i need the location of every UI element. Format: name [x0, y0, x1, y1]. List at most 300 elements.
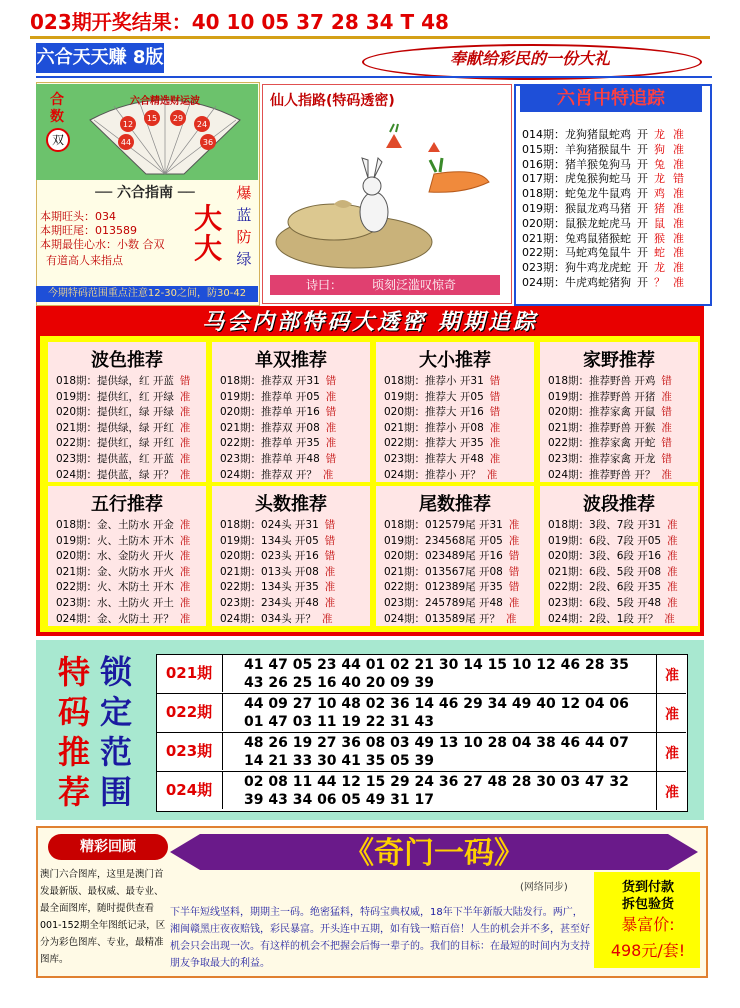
card-row-t: 推荐家禽 开鼠 [589, 406, 656, 419]
card-row-t: 245789尾 开48 [425, 597, 503, 609]
card-row-p: 023期： [384, 597, 426, 609]
card-row-t: 6段、5段 开48 [589, 597, 662, 609]
card-row-m: 错 [325, 406, 337, 419]
draw-result-title: 023期开奖结果：40 10 05 37 28 34 T 48 [30, 10, 449, 34]
lock-row-divider [156, 693, 686, 694]
fan-ball-number: 44 [120, 138, 132, 147]
lock-mark: 准 [665, 707, 679, 723]
card-row-p: 019期： [548, 390, 590, 403]
prediction-card [212, 486, 370, 626]
card-row-m: 准 [489, 453, 501, 465]
zodiac-result: ？ [654, 276, 665, 289]
poem-bar [270, 275, 500, 295]
zodiac-row [522, 172, 684, 187]
card-row-t: 推荐单 开05 [261, 390, 320, 403]
card-row-t: 推荐家禽 开龙 [589, 453, 656, 465]
card-row [548, 374, 672, 390]
card-row-p: 020期： [56, 550, 98, 563]
card-row [56, 390, 190, 406]
card-row [220, 534, 335, 550]
card-row [548, 549, 678, 565]
card-row [220, 596, 335, 612]
card-row-m: 准 [179, 534, 191, 547]
card-row-p: 023期： [548, 597, 590, 609]
qimen-banner [170, 832, 698, 872]
card-row-m: 错 [324, 550, 336, 563]
card-row-p: 018期： [548, 375, 590, 387]
card-row-p: 022期： [384, 581, 426, 594]
zodiac-mark: 准 [673, 157, 684, 171]
card-row-m: 准 [508, 597, 520, 609]
card-row-t: 013567尾 开08 [425, 565, 503, 578]
card-row [384, 580, 519, 596]
card-row-p: 024期： [220, 468, 262, 481]
card-row [548, 596, 678, 612]
zodiac-open: 开 [637, 202, 648, 215]
heshu-label: 合数 [50, 92, 64, 125]
zodiac-result: 猪 [654, 202, 665, 215]
card-row-m: 准 [179, 453, 191, 465]
card-title: 头数推荐 [255, 494, 327, 515]
card-row-t: 推荐双 开08 [261, 421, 320, 434]
card-row-m: 准 [179, 406, 191, 419]
price-value: 498元/套! [610, 941, 686, 960]
card-row-t: 推荐双 开？ [261, 468, 317, 481]
card-row-p: 020期： [548, 550, 590, 563]
card-row [220, 374, 336, 390]
card-row-m: 准 [664, 612, 675, 625]
lock-char-left: 荐 [58, 773, 91, 811]
card-row [56, 436, 190, 452]
poem-label: 诗曰： [306, 278, 343, 292]
prediction-card [48, 342, 206, 482]
card-row-m: 准 [321, 612, 333, 625]
lock-col-divider [656, 654, 657, 810]
zodiac-animals: 龙狗猪鼠蛇鸡 [565, 128, 631, 141]
card-row [384, 436, 500, 452]
qimen-text: 《奇门一码》 [344, 836, 524, 871]
card-row-t: 推荐双 开31 [261, 375, 320, 387]
lock-numbers [244, 695, 654, 731]
card-row-m: 准 [667, 534, 678, 547]
card-title: 单双推荐 [255, 350, 327, 371]
card-row-m: 错 [325, 453, 337, 465]
slogan: 奉献给彩民的一份大礼 [449, 49, 610, 68]
card-row-p: 024期： [548, 468, 590, 481]
card-row-p: 021期： [56, 421, 98, 434]
guide-title: ── 六合指南 ── [95, 185, 195, 201]
card-row-p: 021期： [384, 565, 426, 578]
zodiac-open: 开 [637, 276, 648, 289]
card-row-t: 推荐大 开48 [425, 453, 484, 465]
card-row [384, 468, 497, 484]
card-row [548, 518, 678, 534]
zodiac-row [522, 217, 684, 232]
lock-char-left: 推 [58, 733, 91, 771]
card-row-t: 推荐大 开16 [425, 406, 484, 419]
lock-char-right: 范 [100, 733, 133, 771]
card-row-t: 提供蓝，红 开蓝 [97, 453, 174, 465]
card-row-p: 021期： [384, 421, 426, 434]
card-row-m: 准 [505, 612, 517, 625]
shuang-badge: 双 [46, 128, 70, 152]
card-row-p: 019期： [220, 390, 262, 403]
card-row-p: 021期： [548, 421, 590, 434]
lock-numbers [244, 734, 654, 770]
lock-numbers-line2: 43 26 25 16 40 20 09 39 [244, 675, 434, 691]
zodiac-row [522, 261, 684, 276]
card-row-m: 准 [489, 437, 501, 450]
side-char: 蓝 [236, 206, 252, 224]
zodiac-open: 开 [637, 172, 648, 186]
card-row [220, 452, 336, 468]
card-row-m: 准 [325, 390, 337, 403]
card-row [548, 468, 672, 484]
lock-period: 022期 [156, 693, 223, 731]
card-row-p: 024期： [56, 612, 98, 625]
guide-line-2: 本期旺尾：013589 [40, 224, 137, 237]
big-char-2: 大 [193, 232, 222, 265]
card-row-m: 错 [661, 437, 672, 450]
card-row [56, 405, 190, 421]
card-row [220, 565, 335, 581]
prediction-card [212, 342, 370, 482]
card-row-p: 018期： [56, 375, 98, 387]
card-row [548, 421, 672, 437]
card-row-p: 021期： [548, 565, 590, 578]
card-row-m: 准 [179, 519, 191, 531]
zodiac-open: 开 [637, 128, 648, 141]
card-row-p: 023期： [56, 597, 98, 609]
card-row [384, 405, 500, 421]
side-char: 防 [236, 228, 252, 246]
card-row-p: 023期： [548, 453, 590, 465]
zodiac-open: 开 [637, 261, 648, 275]
zodiac-open: 开 [637, 142, 648, 156]
fan-ball-number: 29 [172, 114, 184, 123]
zodiac-mark: 错 [673, 172, 684, 186]
zodiac-period: 016期： [522, 157, 565, 171]
lock-numbers-line1: 44 09 27 10 48 02 36 14 46 29 34 49 40 12 04 06 [244, 696, 629, 712]
lock-numbers-line1: 48 26 19 27 36 08 03 49 13 10 28 04 38 46 44 07 [244, 735, 629, 751]
card-row-t: 推荐单 开16 [261, 406, 320, 419]
zodiac-row [522, 276, 684, 291]
lock-period: 023期 [156, 732, 223, 770]
card-row-t: 134头 开35 [261, 581, 319, 594]
card-row-p: 020期： [384, 550, 426, 563]
lock-row-divider [156, 732, 686, 733]
zodiac-mark: 准 [673, 216, 684, 230]
card-row [548, 452, 672, 468]
zodiac-period: 022期： [522, 246, 565, 260]
card-row-t: 6段、5段 开08 [589, 565, 662, 578]
lock-numbers [244, 656, 654, 692]
card-row-t: 134头 开05 [261, 534, 319, 547]
lock-row-divider [156, 771, 686, 772]
lock-char-right: 锁 [100, 653, 133, 691]
zodiac-mark: 准 [673, 261, 684, 275]
zodiac-result: 龙 [654, 172, 665, 186]
fan-ball-number: 36 [202, 138, 214, 147]
card-row-p: 022期： [56, 581, 98, 594]
zodiac-row [522, 202, 684, 217]
sync-note: (网络同步) [520, 882, 568, 893]
card-row-t: 推荐大 开35 [425, 437, 484, 450]
card-row-t: 012389尾 开35 [425, 581, 503, 594]
zodiac-period: 014期： [522, 128, 565, 141]
card-row [384, 596, 519, 612]
card-row-t: 推荐单 开48 [261, 453, 320, 465]
zodiac-mark: 准 [673, 142, 684, 156]
brand-label: 六合天天赚 8版 [36, 43, 164, 73]
card-row-m: 准 [179, 390, 191, 403]
card-row-p: 022期： [384, 437, 426, 450]
card-row-p: 023期： [220, 453, 262, 465]
top-divider [30, 36, 710, 39]
zodiac-mark: 准 [673, 202, 684, 215]
prediction-card [540, 486, 698, 626]
zodiac-animals: 马蛇鸡兔鼠牛 [565, 246, 631, 260]
card-row [384, 565, 519, 581]
zodiac-result: 鼠 [654, 216, 665, 230]
prediction-card [48, 486, 206, 626]
card-row-t: 推荐大 开05 [425, 390, 484, 403]
card-row-t: 提供红，红 开绿 [97, 390, 174, 403]
card-row-t: 推荐野兽 开猴 [589, 421, 656, 434]
card-row-t: 013589尾 开？ [425, 612, 500, 625]
zodiac-animals: 兔鸡鼠猪猴蛇 [565, 231, 631, 245]
hint-title: 仙人指路(特码透密) [270, 93, 395, 109]
zodiac-mark: 准 [673, 187, 684, 201]
prediction-card [376, 486, 534, 626]
fan-title: 六合精选财运波 [130, 96, 200, 107]
side-char: 绿 [236, 250, 252, 268]
zodiac-mark: 准 [673, 231, 684, 245]
card-row-t: 024头 开31 [261, 519, 319, 531]
zodiac-period: 020期： [522, 216, 565, 230]
card-title: 五行推荐 [91, 494, 163, 515]
card-title: 尾数推荐 [419, 494, 491, 515]
zodiac-open: 开 [637, 157, 648, 171]
zodiac-result: 蛇 [654, 246, 665, 260]
card-row-m: 错 [489, 390, 501, 403]
card-row-m: 准 [325, 421, 337, 434]
prediction-card [540, 342, 698, 482]
card-row [548, 390, 672, 406]
card-row-t: 提供红，绿 开红 [97, 437, 174, 450]
fan-ball-number: 24 [196, 120, 208, 129]
card-row-t: 023489尾 开16 [425, 550, 503, 563]
inspect-label: 拆包验货 [621, 897, 674, 912]
card-row-t: 034头 开？ [261, 612, 316, 625]
card-row-m: 错 [661, 453, 672, 465]
zodiac-result: 狗 [654, 142, 665, 156]
zodiac-result: 龙 [654, 261, 665, 275]
card-row [56, 612, 190, 628]
card-row-p: 018期： [56, 519, 98, 531]
prediction-card [376, 342, 534, 482]
card-row-t: 提供绿，绿 开红 [97, 421, 174, 434]
lock-mark: 准 [665, 785, 679, 801]
card-row-p: 024期： [548, 612, 590, 625]
card-row-t: 金、土防水 开金 [97, 519, 174, 531]
card-row-m: 错 [324, 534, 336, 547]
zodiac-period: 019期： [522, 202, 565, 215]
card-row [56, 374, 190, 390]
card-row-t: 3段、6段 开16 [589, 550, 662, 563]
card-row-p: 018期： [384, 519, 426, 531]
zodiac-animals: 牛虎鸡蛇猪狗 [565, 276, 631, 289]
card-row-p: 024期： [384, 468, 426, 481]
card-row [220, 549, 335, 565]
card-row-p: 023期： [384, 453, 426, 465]
card-row-t: 3段、7段 开31 [589, 519, 662, 531]
card-row [220, 421, 336, 437]
card-row-t: 推荐单 开35 [261, 437, 320, 450]
zodiac-period: 017期： [522, 172, 565, 186]
card-row-t: 推荐野兽 开鸡 [589, 375, 656, 387]
card-row [548, 534, 678, 550]
lock-period: 024期 [156, 771, 223, 809]
card-row-t: 2段、6段 开35 [589, 581, 662, 594]
poem-text: 顷刻泛滥叹惊奇 [372, 278, 457, 292]
card-row-m: 准 [667, 581, 678, 594]
card-row [220, 390, 336, 406]
card-row-m: 准 [179, 597, 191, 609]
card-title: 家野推荐 [583, 350, 655, 371]
card-row [384, 421, 500, 437]
card-row-m: 错 [324, 519, 336, 531]
guide-line-3: 本期最佳心水：小数 合双 [40, 238, 165, 251]
lock-numbers-line2: 39 43 34 06 05 49 31 17 [244, 792, 434, 808]
card-title: 大小推荐 [419, 350, 491, 371]
price-label: 暴富价: [621, 915, 675, 934]
card-row-t: 水、金防火 开火 [97, 550, 174, 563]
card-row-p: 019期： [384, 390, 426, 403]
lock-char-right: 定 [100, 693, 133, 731]
card-row-t: 提供蓝，绿 开？ [97, 468, 174, 481]
card-row-m: 准 [324, 565, 336, 578]
zodiac-animals: 猴鼠龙鸡马猪 [565, 202, 631, 215]
card-row-p: 022期： [56, 437, 98, 450]
card-row [56, 468, 190, 484]
card-row-t: 6段、7段 开05 [589, 534, 662, 547]
card-row-p: 024期： [384, 612, 426, 625]
card-row-m: 准 [661, 468, 672, 481]
zodiac-title: 六肖中特追踪 [520, 86, 702, 112]
zodiac-open: 开 [637, 187, 648, 201]
card-row [56, 549, 190, 565]
card-row-m: 准 [179, 612, 191, 625]
card-row-p: 023期： [220, 597, 262, 609]
zodiac-result: 鸡 [654, 187, 665, 201]
zodiac-row [522, 143, 684, 158]
card-row-t: 推荐野兽 开？ [589, 468, 656, 481]
guide-line-4: 有道高人来指点 [46, 254, 123, 267]
zodiac-result: 龙 [654, 128, 665, 141]
blue-divider [36, 76, 712, 78]
card-row-p: 024期： [56, 468, 98, 481]
zodiac-row [522, 232, 684, 247]
side-char: 爆 [236, 184, 252, 202]
card-row-m: 准 [667, 550, 678, 563]
lock-numbers-line2: 01 47 03 11 19 22 31 43 [244, 714, 434, 730]
card-row-p: 020期： [56, 406, 98, 419]
card-row-p: 018期： [220, 375, 262, 387]
zodiac-row [522, 128, 684, 143]
card-title: 波段推荐 [583, 494, 655, 515]
card-row-m: 准 [489, 421, 501, 434]
card-row-p: 020期： [384, 406, 426, 419]
zodiac-row [522, 246, 684, 261]
lock-period: 021期 [156, 654, 223, 692]
zodiac-animals: 虎兔猴狗蛇马 [565, 172, 631, 186]
card-row [548, 565, 678, 581]
card-row-m: 准 [661, 421, 672, 434]
card-row-m: 准 [661, 390, 672, 403]
card-row-t: 水、土防火 开土 [97, 597, 174, 609]
card-row-p: 022期： [220, 437, 262, 450]
zodiac-result: 猴 [654, 231, 665, 245]
zodiac-open: 开 [637, 246, 648, 260]
card-row-t: 金、火防土 开？ [97, 612, 174, 625]
card-row [220, 468, 333, 484]
zodiac-period: 021期： [522, 231, 565, 245]
card-row-m: 准 [179, 550, 191, 563]
card-row-t: 提供绿，红 开蓝 [97, 375, 174, 387]
zodiac-animals: 蛇兔龙牛鼠鸡 [565, 187, 631, 201]
card-row-m: 准 [179, 581, 191, 594]
card-row-m: 准 [486, 468, 498, 481]
card-row [548, 405, 672, 421]
card-row-m: 准 [179, 437, 191, 450]
lock-char-left: 特 [58, 653, 91, 691]
card-row [220, 580, 335, 596]
card-row [220, 612, 332, 628]
card-row-t: 金、火防水 开火 [97, 565, 174, 578]
card-row-m: 准 [322, 468, 334, 481]
card-row-p: 019期： [220, 534, 262, 547]
lock-mark: 准 [665, 668, 679, 684]
zodiac-animals: 羊狗猪猴鼠牛 [565, 142, 631, 156]
card-row-m: 错 [179, 375, 191, 387]
lock-numbers [244, 773, 654, 809]
card-row [384, 549, 519, 565]
fan-ball-number: 12 [122, 120, 134, 129]
card-row-p: 019期： [548, 534, 590, 547]
card-row-p: 022期： [548, 437, 590, 450]
card-row-m: 错 [489, 375, 501, 387]
card-row-p: 021期： [220, 421, 262, 434]
card-row [548, 436, 672, 452]
zodiac-animals: 猪羊猴兔狗马 [565, 157, 631, 171]
big-char-1: 大 [193, 202, 222, 235]
card-row [384, 390, 500, 406]
range-note: 今期特码范围重点注意12-30之间，防30-42 [36, 286, 258, 302]
zodiac-period: 015期： [522, 142, 565, 156]
card-row-m: 准 [324, 597, 336, 609]
zodiac-open: 开 [637, 216, 648, 230]
card-row-t: 234568尾 开05 [425, 534, 503, 547]
zodiac-mark: 准 [673, 128, 684, 141]
card-row-m: 准 [179, 468, 191, 481]
card-row-m: 准 [325, 437, 337, 450]
card-row-t: 推荐家禽 开蛇 [589, 437, 656, 450]
zodiac-row [522, 158, 684, 173]
lock-char-right: 围 [100, 773, 133, 811]
side-characters [232, 182, 256, 270]
lock-numbers-line1: 02 08 11 44 12 15 29 24 36 27 48 28 30 03 47 32 [244, 774, 629, 790]
